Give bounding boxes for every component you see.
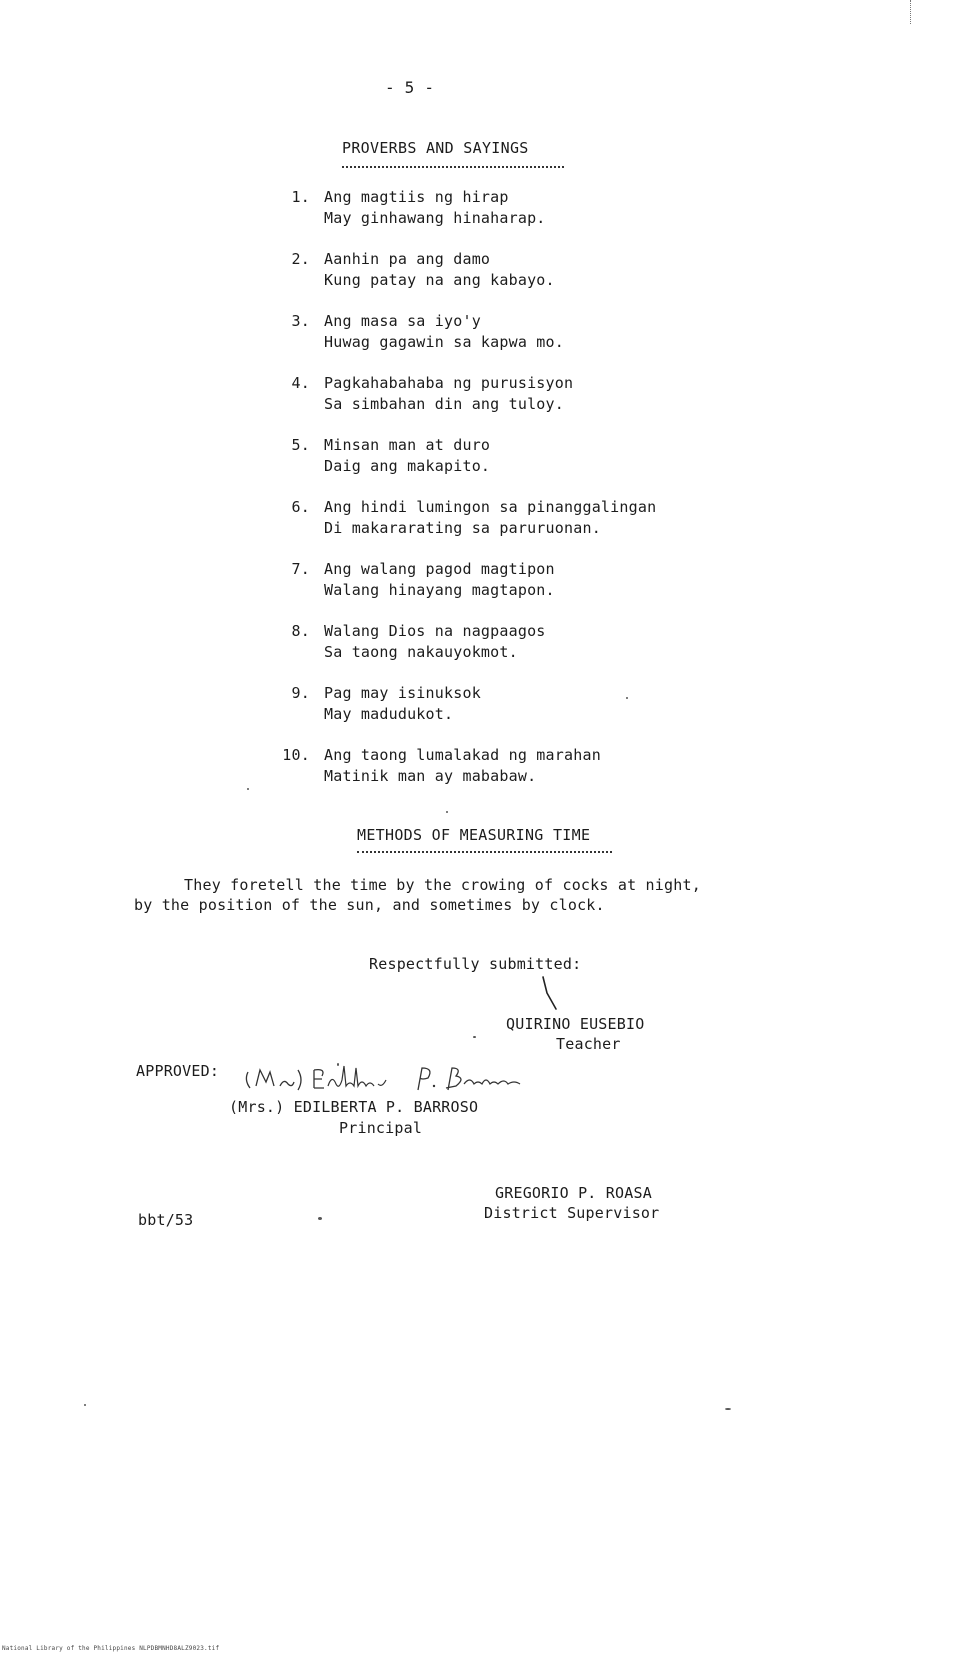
principal-title: Principal	[339, 1119, 423, 1137]
methods-heading: METHODS OF MEASURING TIME	[357, 826, 591, 844]
approved-label: APPROVED:	[136, 1062, 220, 1080]
scan-speck	[626, 697, 628, 699]
proverb-item	[270, 560, 730, 604]
proverb-line-1: Ang magtiis ng hirap	[324, 188, 509, 206]
proverb-line-1: Ang taong lumalakad ng marahan	[324, 746, 601, 764]
proverb-line-1: Ang masa sa iyo'y	[324, 312, 481, 330]
methods-paragraph-line-2: by the position of the sun, and sometimes by clock.	[134, 896, 605, 914]
scan-speck	[337, 1063, 339, 1066]
proverb-number: 1.	[291, 188, 310, 206]
proverb-number: 9.	[291, 684, 310, 702]
proverb-item	[270, 250, 730, 294]
proverb-item	[270, 746, 730, 790]
proverb-line-2: Daig ang makapito.	[324, 457, 491, 475]
proverb-line-1: Walang Dios na nagpaagos	[324, 622, 546, 640]
proverb-number: 6.	[291, 498, 310, 516]
teacher-title: Teacher	[556, 1035, 621, 1053]
proverb-item	[270, 622, 730, 666]
proverb-number: 4.	[291, 374, 310, 392]
proverb-item	[270, 684, 730, 728]
proverb-line-1: Pag may isinuksok	[324, 684, 481, 702]
page-number: - 5 -	[385, 78, 435, 97]
proverbs-heading-underline	[342, 166, 564, 168]
scan-speck	[84, 1404, 86, 1406]
principal-handwritten-signature	[242, 1062, 542, 1096]
proverb-line-2: Kung patay na ang kabayo.	[324, 271, 555, 289]
proverb-line-1: Aanhin pa ang damo	[324, 250, 491, 268]
proverb-line-2: May madudukot.	[324, 705, 454, 723]
proverb-number: 7.	[291, 560, 310, 578]
proverb-line-2: Matinik man ay mababaw.	[324, 767, 537, 785]
proverb-item	[270, 312, 730, 356]
reference-code: bbt/53	[138, 1211, 194, 1229]
proverb-number: 2.	[291, 250, 310, 268]
scan-speck	[725, 1408, 731, 1410]
scan-speck	[247, 788, 249, 790]
principal-name: (Mrs.) EDILBERTA P. BARROSO	[229, 1098, 479, 1116]
proverb-item	[270, 498, 730, 542]
proverb-line-1: Pagkahabahaba ng purusisyon	[324, 374, 574, 392]
supervisor-name: GREGORIO P. ROASA	[495, 1184, 652, 1202]
signature-stroke-mark	[541, 975, 559, 1011]
proverb-number: 3.	[291, 312, 310, 330]
proverb-line-2: May ginhawang hinaharap.	[324, 209, 546, 227]
teacher-name: QUIRINO EUSEBIO	[506, 1015, 645, 1033]
proverb-line-1: Minsan man at duro	[324, 436, 491, 454]
proverb-line-1: Ang hindi lumingon sa pinanggalingan	[324, 498, 657, 516]
scan-speck	[473, 1036, 476, 1038]
scan-speck	[446, 811, 448, 813]
proverb-number: 5.	[291, 436, 310, 454]
proverb-number: 8.	[291, 622, 310, 640]
proverb-line-2: Sa taong nakauyokmot.	[324, 643, 518, 661]
supervisor-title: District Supervisor	[484, 1204, 660, 1222]
proverb-line-2: Sa simbahan din ang tuloy.	[324, 395, 564, 413]
respectfully-submitted: Respectfully submitted:	[369, 955, 582, 973]
proverb-line-1: Ang walang pagod magtipon	[324, 560, 555, 578]
archive-footer: National Library of the Philippines NLPDBMNHD8ALZ9023.tif	[2, 1645, 220, 1652]
proverb-line-2: Huwag gagawin sa kapwa mo.	[324, 333, 564, 351]
proverb-item	[270, 188, 730, 232]
scan-speck	[318, 1217, 322, 1220]
proverb-item	[270, 436, 730, 480]
proverb-item	[270, 374, 730, 418]
proverbs-heading: PROVERBS AND SAYINGS	[342, 139, 529, 157]
methods-paragraph-line-1: They foretell the time by the crowing of cocks at night,	[184, 876, 701, 894]
proverb-line-2: Walang hinayang magtapon.	[324, 581, 555, 599]
methods-heading-underline	[357, 851, 612, 853]
proverb-number: 10.	[282, 746, 310, 764]
proverb-line-2: Di makararating sa paruruonan.	[324, 519, 601, 537]
scan-edge-mark	[910, 0, 913, 24]
